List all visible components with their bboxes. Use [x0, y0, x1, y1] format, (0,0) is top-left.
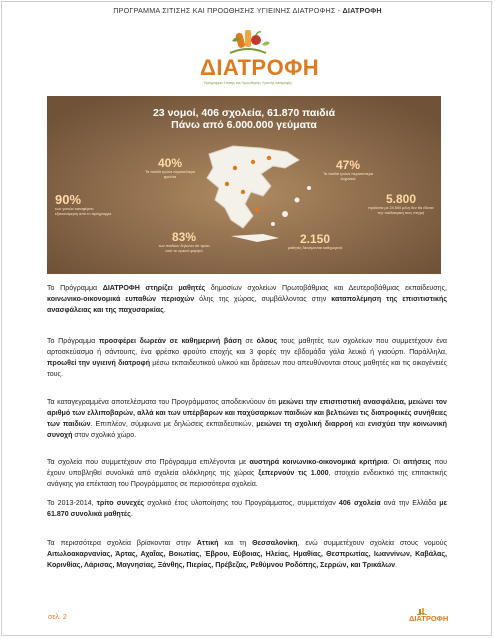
emphasis-text: τρίτο συνεχές — [96, 499, 145, 507]
emphasis-text: μειώνει την επισιτιστική ανασφάλεια, μειώνει τον αριθμό των ελλιποβαρών, αλλά και των υπέρβαρων και παχύσαρκων παιδιών και βελτιώνει τις διατροφικές συνήθειες των παιδιών — [47, 398, 447, 428]
emphasis-text: όλους — [256, 337, 278, 345]
infographic-banner — [47, 96, 441, 274]
body-text-run: . — [395, 561, 398, 569]
emphasis-text: ΔΙΑΤΡΟΦΗ στηρίζει μαθητές — [102, 284, 206, 292]
fruit-basket-icon — [200, 27, 296, 57]
stat-fruits: 40% Τα παιδιά τρώνε περισσότερα φρούτα — [145, 156, 195, 179]
body-text-run: . — [163, 306, 166, 314]
body-text-run: δημοσίων σχολείων Πρωτοβάθμιας και Δευτεροβάθμιας εκπαίδευσης, — [205, 284, 447, 292]
emphasis-text: Αττική — [196, 539, 219, 547]
body-text-run: . Επιπλέον, σύμφωνα με δηλώσεις εκπαιδευτικών, — [90, 420, 257, 428]
body-text-run: , στοιχείο ενδεικτικό της επιτακτικής ανάγκης για επέκταση του Προγράμματος σε περισσότερα σχολεία. — [47, 469, 448, 488]
infographic-title — [47, 107, 441, 131]
stat-vegetables: 47% Τα παιδιά τρώνε περισσότερα λαχανικά — [323, 158, 373, 181]
body-text-run: ανά την Ελλάδα — [380, 499, 440, 507]
footer-logo — [401, 608, 449, 626]
body-text-run: . Οι — [387, 458, 404, 466]
paragraph-3 — [47, 397, 447, 441]
body-text-run: και — [352, 420, 368, 428]
body-text-run: Το Πρόγραμμα — [47, 337, 99, 345]
body-text-run: στον σχολικό χώρο. — [72, 431, 137, 439]
header-brand: ΔΙΑΤΡΟΦΗ — [342, 6, 382, 15]
emphasis-text: 406 σχολεία — [338, 499, 381, 507]
page-header — [0, 6, 495, 15]
footer-logo-word: ΔΙΑΤΡΟΦΗ — [409, 614, 449, 623]
paragraph-2 — [47, 336, 447, 380]
logo-wordmark: ΔΙΑΤΡΟΦΗ — [200, 55, 320, 80]
body-text-run: σχολικό έτος υλοποίησης του Προγράμματος, συμμετείχαν — [144, 499, 339, 507]
body-text-run: Το Πρόγραμμα — [47, 284, 103, 292]
emphasis-text: αιτήσεις — [403, 458, 432, 466]
emphasis-text: προσφέρει δωρεάν σε καθημερινή βάση — [98, 337, 242, 345]
emphasis-text: καταπολέμηση της επισιτιστικής ανασφάλειας και της παχυσαρκίας — [47, 295, 448, 314]
page-number: σελ. 2 — [48, 614, 67, 621]
stat-children: 83% των παιδιών δηλώνει ότι τρώει από το υγιεινό φαγητό — [158, 230, 210, 253]
paragraph-5 — [47, 498, 447, 520]
body-text-run: Το 2013-2014, — [47, 499, 97, 507]
infographic-title-line1: 23 νομοί, 406 σχολεία, 61.870 παιδιά — [152, 107, 336, 119]
stat-products: 5.800 προϊόντα με 24.500 μέλη δεν θα έδιναν την παιδιατρική τους στιγμή — [368, 192, 434, 215]
logo-subtitle: Πρόγραμμα Σίτισης και Προώθησης Υγιεινής Διατροφής — [203, 81, 293, 85]
header-prefix: ΠΡΟΓΡΑΜΜΑ ΣΙΤΙΣΗΣ ΚΑΙ ΠΡΟΩΘΗΣΗΣ ΥΓΙΕΙΝΗΣ ΔΙΑΤΡΟΦΗΣ - — [113, 6, 343, 15]
emphasis-text: κοινωνικο-οικονομικά ευπαθών περιοχών — [47, 295, 195, 303]
diatrofi-logo — [200, 27, 320, 87]
emphasis-text: Αιτωλοακαρνανίας, Άρτας, Αχαΐας, Βοιωτίας, Έβρου, Εύβοιας, Ηλείας, Ημαθίας, Θεσπρωτίας, Ιωαννίνων, Καβάλας, Κορινθίας, Λάρισας, Μαγνησίας, Ξάνθης, Πιερίας, Πρέβεζας, Ρεθύμνου Ροδόπης, Σερρών, και Τρικάλων — [47, 550, 447, 569]
body-text-run: Τα περισσότερα σχολεία βρίσκονται στην — [47, 539, 197, 547]
paragraph-6 — [47, 538, 447, 571]
emphasis-text: Θεσσαλονίκη — [252, 539, 298, 547]
emphasis-text: μειώνει τη σχολική διαρροή — [256, 420, 353, 428]
body-text-run: Τα σχολεία που συμμετέχουν στο Πρόγραμμα επιλέγονται με — [47, 458, 250, 466]
body-text-run: . — [130, 510, 133, 518]
infographic-title-line2: Πάνω από 6.000.000 γεύματα — [171, 119, 317, 131]
emphasis-text: ενισχύει την κοινωνική συνοχή — [47, 420, 447, 439]
emphasis-text: προωθεί την υγιεινή διατροφή — [47, 359, 151, 367]
stat-students: 2.150 μαθητές διανέμονται καθημερινά — [287, 232, 343, 250]
body-text-run: τους μαθητές των σχολείων που συμμετέχουν ένα αρτοσκεύασμα ή σάντουιτς, ένα φρέσκο φρούτο εποχής και 3 φορές την εβδομάδα γάλα λευκό ή γιαούρτι. Παράλληλα, — [47, 337, 447, 356]
body-text-run: που έχουν υποβληθεί συνολικά από σχολεία ολόκληρης της χώρας — [47, 458, 447, 477]
body-text-run: , ενώ συμμετέχουν σχολεία στους νομούς — [297, 539, 447, 547]
paragraph-1 — [47, 283, 447, 316]
body-text-run: όλης της χώρας, συμβάλλοντας στην — [194, 295, 332, 303]
body-text-run: σε — [241, 337, 257, 345]
body-text-run: Τα καταγεγραμμένα αποτελέσματα του Προγράμματος αποδεικνύουν ότι — [47, 398, 279, 406]
body-text-run: μέσω εκπαιδευτικού υλικού και δράσεων που απευθύνονται στους μαθητές και τις οικογένειές τους. — [47, 359, 447, 378]
stat-parents: 90% των γονιών καταφέρνει εξοικονόμηση από το πρόγραμμα — [55, 192, 112, 216]
paragraph-4 — [47, 457, 447, 490]
emphasis-text: αυστηρά κοινωνικο-οικονομικά κριτήρια — [249, 458, 388, 466]
emphasis-text: με 61.870 συνολικά μαθητές — [47, 499, 447, 518]
emphasis-text: ξεπερνούν τις 1.000 — [258, 469, 329, 477]
body-text-run: και τη — [218, 539, 253, 547]
